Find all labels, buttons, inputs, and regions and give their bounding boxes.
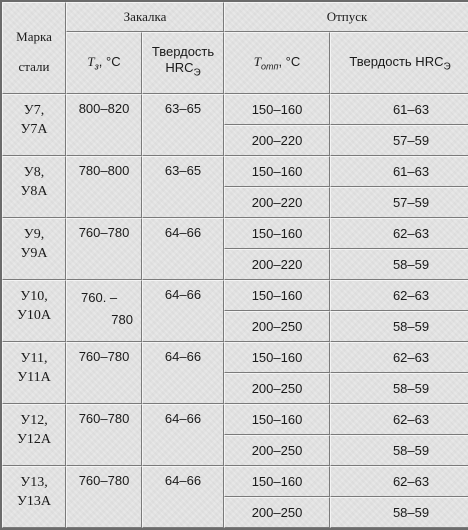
steel-grade-line2: У7А (20, 122, 48, 137)
steel-grade-line2: У11А (17, 370, 51, 385)
temper-temp-cell: 150–160 (224, 94, 330, 125)
quench-hardness-cell: 64–66 (142, 404, 224, 466)
temper-temp-cell: 150–160 (224, 218, 330, 249)
table-row (2, 404, 468, 435)
temper-temp-cell: 200–220 (224, 187, 330, 218)
temper-hardness-cell: 58–59 (330, 435, 468, 466)
quench-hardness-cell: 64–66 (142, 280, 224, 342)
header-temper-hardness (330, 32, 468, 94)
table-row (2, 218, 468, 249)
header-quench: Закалка (66, 2, 224, 32)
temper-temp-subscript: отп (260, 61, 279, 72)
steel-grade-line2: У12А (16, 432, 52, 447)
steel-grade-cell (2, 466, 66, 528)
steel-grade-line1: У8, (23, 165, 45, 180)
steel-grade-cell (2, 404, 66, 466)
header-quench-hardness (142, 32, 224, 94)
header-temper-temp (224, 32, 330, 94)
temper-temp-cell: 200–250 (224, 497, 330, 528)
quench-temp-cell: 800–820 (66, 94, 142, 156)
steel-grade-cell (2, 342, 66, 404)
temper-hardness-cell: 62–63 (330, 280, 468, 311)
temper-temp-cell: 200–220 (224, 249, 330, 280)
temper-temp-cell: 200–250 (224, 373, 330, 404)
quench-hardness-label: Твердость HRC (151, 44, 215, 76)
temper-temp-cell: 200–220 (224, 125, 330, 156)
table-row (2, 342, 468, 373)
header-steel-grade (2, 2, 66, 94)
quench-temp-cell: 760–780 (66, 218, 142, 280)
temper-temp-cell: 150–160 (224, 466, 330, 497)
temper-hardness-cell: 58–59 (330, 373, 468, 404)
quench-temp-part1: 760. – (81, 290, 118, 305)
steel-grade-line1: У9, (23, 227, 45, 242)
temper-hardness-subscript: Э (443, 61, 451, 73)
temper-hardness-cell: 58–59 (330, 249, 468, 280)
quench-temp-symbol: T (87, 54, 95, 70)
steel-grade-line2: У13А (16, 494, 52, 509)
steel-grade-cell (2, 218, 66, 280)
temper-temp-cell: 200–250 (224, 311, 330, 342)
temper-temp-cell: 150–160 (224, 280, 330, 311)
quench-temp-cell: 760–780 (66, 404, 142, 466)
steel-grade-line2: У10А (16, 308, 52, 323)
header-steel-top: Марка (16, 29, 52, 44)
temper-hardness-cell: 57–59 (330, 125, 468, 156)
steel-grade-cell (2, 280, 66, 342)
steel-grade-line1: У10, (20, 289, 48, 304)
table-row (2, 280, 468, 311)
steel-grade-line1: У11, (20, 351, 48, 366)
steel-grade-cell (2, 156, 66, 218)
quench-temp-cell: 780–800 (66, 156, 142, 218)
quench-temp-cell (66, 280, 142, 342)
temper-hardness-cell: 61–63 (330, 94, 468, 125)
temper-hardness-cell: 57–59 (330, 187, 468, 218)
quench-hardness-cell: 63–65 (142, 156, 224, 218)
temper-hardness-cell: 58–59 (330, 497, 468, 528)
header-temper: Отпуск (224, 2, 468, 32)
steel-grade-line1: У13, (20, 475, 48, 490)
header-quench-temp (66, 32, 142, 94)
quench-hardness-cell: 63–65 (142, 94, 224, 156)
temper-temp-cell: 150–160 (224, 404, 330, 435)
quench-temp-unit: , °С (98, 54, 121, 70)
temper-hardness-cell: 61–63 (330, 156, 468, 187)
temper-hardness-cell: 62–63 (330, 466, 468, 497)
quench-temp-cell: 760–780 (66, 342, 142, 404)
quench-hardness-cell: 64–66 (142, 342, 224, 404)
quench-hardness-cell: 64–66 (142, 466, 224, 528)
table-row (2, 466, 468, 497)
steel-grade-line2: У9А (20, 246, 48, 261)
temper-temp-cell: 150–160 (224, 342, 330, 373)
table-row (2, 156, 468, 187)
temper-temp-cell: 150–160 (224, 156, 330, 187)
temper-hardness-cell: 62–63 (330, 404, 468, 435)
steel-grade-cell (2, 94, 66, 156)
temper-hardness-cell: 62–63 (330, 342, 468, 373)
header-steel-bottom: стали (18, 59, 50, 74)
temper-temp-cell: 200–250 (224, 435, 330, 466)
steel-grade-line1: У12, (20, 413, 48, 428)
quench-hardness-cell: 64–66 (142, 218, 224, 280)
temper-temp-unit: , °С (278, 54, 301, 70)
temper-hardness-label: Твердость HRC (349, 53, 444, 69)
quench-temp-subscript: з (94, 61, 99, 72)
temper-hardness-cell: 62–63 (330, 218, 468, 249)
quench-hardness-subscript: Э (193, 67, 201, 79)
quench-temp-cell: 760–780 (66, 466, 142, 528)
steel-grade-line2: У8А (20, 184, 48, 199)
quench-temp-part2: 780 (111, 312, 133, 327)
steel-grade-line1: У7, (23, 103, 45, 118)
temper-temp-symbol: T (253, 54, 261, 70)
table-row (2, 94, 468, 125)
temper-hardness-cell: 58–59 (330, 311, 468, 342)
